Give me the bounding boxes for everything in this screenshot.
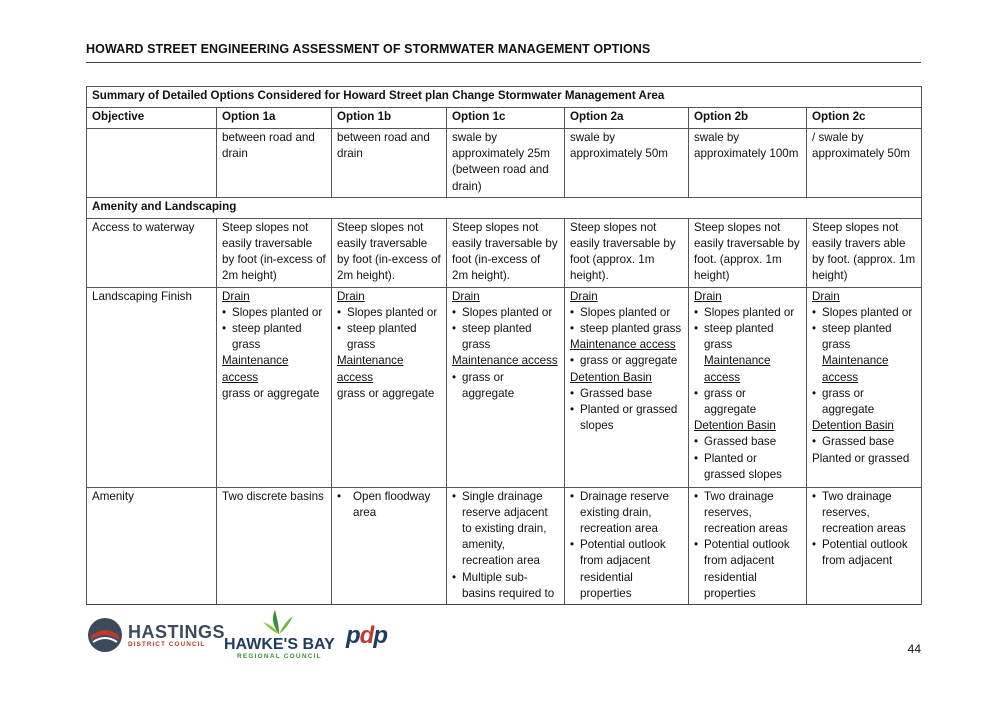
bullet-list — [812, 434, 916, 450]
column-header: Option 1a — [217, 108, 332, 129]
table-cell — [565, 487, 689, 604]
leaf-emblem-icon — [259, 608, 299, 634]
column-header: Option 1c — [447, 108, 565, 129]
subheading-drain: Drain — [812, 289, 840, 303]
list-item: • Slopes planted or — [570, 305, 683, 321]
column-header: Option 2a — [565, 108, 689, 129]
list-item: • Planted or grassed slopes — [570, 402, 683, 434]
table-cell — [807, 487, 922, 604]
list-item: • Slopes planted or — [812, 305, 916, 321]
subheading-drain: Drain — [222, 289, 250, 303]
table-cell — [87, 129, 217, 198]
list-item: • Two drainage reserves, recreation areas — [812, 489, 916, 538]
table-cell: Steep slopes not easily traversable by foot (approx. 1m height). — [565, 218, 689, 287]
hawkes-bay-subtitle: REGIONAL COUNCIL — [236, 653, 322, 660]
document-title: HOWARD STREET ENGINEERING ASSESSMENT OF STORMWATER MANAGEMENT OPTIONS — [86, 42, 651, 56]
page-number: 44 — [907, 642, 921, 656]
hastings-name: HASTINGS — [128, 621, 226, 642]
subheading-detention: Detention Basin — [812, 419, 894, 433]
table-cell: between road and drain — [217, 129, 332, 198]
table-cell: Steep slopes not easily travers able by foot. (approx. 1m height) — [807, 218, 922, 287]
list-item: • Two drainage reserves, recreation areas — [694, 489, 801, 538]
list-item: • Open floodway area — [337, 489, 441, 521]
list-item: • Planted or grassed slopes — [694, 451, 801, 483]
list-item: • Multiple sub-basins required to — [452, 570, 559, 602]
list-item: • Grassed base — [570, 386, 683, 402]
bullet-list — [337, 305, 441, 354]
list-item: • steep planted grass — [337, 321, 441, 353]
row-label: Access to waterway — [87, 218, 217, 287]
subheading-maintenance: Maintenance access — [452, 354, 558, 368]
section-heading: Amenity and Landscaping — [87, 197, 922, 218]
subheading-detention: Detention Basin — [694, 419, 776, 433]
section-row — [87, 197, 922, 218]
bullet-list — [694, 434, 801, 483]
table-cell: swale by approximately 25m (between road and drain) — [447, 129, 565, 198]
bullet-list — [570, 353, 683, 369]
footer-divider — [86, 604, 921, 605]
list-item: • Grassed base — [694, 434, 801, 450]
table-cell — [447, 487, 565, 604]
list-item: • steep planted grass — [570, 321, 683, 337]
table-cell: / swale by approximately 50m — [807, 129, 922, 198]
table-cell: Steep slopes not easily traversable by foot (in-excess of 2m height). — [447, 218, 565, 287]
list-item: • Slopes planted or — [337, 305, 441, 321]
column-header: Objective — [87, 108, 217, 129]
bullet-list — [337, 489, 441, 521]
table-row — [87, 287, 922, 487]
bullet-list — [694, 386, 801, 418]
list-item: • steep planted grass — [694, 321, 801, 353]
plain-text: grass or aggregate — [222, 386, 320, 400]
subheading-drain: Drain — [570, 289, 598, 303]
subheading-maintenance: Maintenance access — [704, 354, 771, 384]
bullet-list — [694, 305, 801, 354]
list-item: • grass or aggregate — [694, 386, 801, 418]
list-item: • Drainage reserve existing drain, recreation area — [570, 489, 683, 538]
list-item: • Potential outlook from adjacent residential properties — [570, 537, 683, 602]
list-item: • steep planted grass — [222, 321, 326, 353]
hawkes-bay-logo — [224, 608, 335, 660]
column-header: Option 2c — [807, 108, 922, 129]
hastings-subtitle: DISTRICT COUNCIL — [128, 640, 206, 648]
bullet-list — [222, 305, 326, 354]
list-item: • steep planted grass — [812, 321, 916, 353]
table-cell — [332, 287, 447, 487]
hastings-logo — [86, 616, 225, 654]
table-caption-row — [87, 87, 922, 108]
table-caption: Summary of Detailed Options Considered for Howard Street plan Change Stormwater Management Area — [87, 87, 922, 108]
row-label: Landscaping Finish — [87, 287, 217, 487]
list-item: • Slopes planted or — [222, 305, 326, 321]
bullet-list — [812, 489, 916, 570]
subheading-drain: Drain — [452, 289, 480, 303]
plain-text: grass or aggregate — [337, 386, 435, 400]
plain-text: Planted or grassed — [812, 451, 910, 465]
list-item: • Slopes planted or — [452, 305, 559, 321]
bullet-list — [452, 305, 559, 354]
bullet-list — [452, 489, 559, 602]
subheading-maintenance: Maintenance access — [570, 338, 676, 352]
subheading-maintenance: Maintenance access — [222, 354, 289, 384]
options-summary-table — [86, 86, 922, 605]
page-footer — [86, 606, 921, 666]
bullet-list — [452, 370, 559, 402]
column-header: Option 1b — [332, 108, 447, 129]
table-cell — [332, 487, 447, 604]
subheading-maintenance: Maintenance access — [337, 354, 404, 384]
table-cell: between road and drain — [332, 129, 447, 198]
title-divider — [86, 62, 921, 63]
list-item: • grass or aggregate — [812, 386, 916, 418]
bullet-list — [570, 386, 683, 435]
table-cell — [807, 287, 922, 487]
subheading-drain: Drain — [694, 289, 722, 303]
subheading-detention: Detention Basin — [570, 370, 652, 384]
bullet-list — [812, 386, 916, 418]
table-cell — [217, 287, 332, 487]
table-cell: swale by approximately 50m — [565, 129, 689, 198]
table-row — [87, 129, 922, 198]
table-cell: Steep slopes not easily traversable by foot (in-excess of 2m height). — [332, 218, 447, 287]
list-item: • Slopes planted or — [694, 305, 801, 321]
table-cell: swale by approximately 100m — [689, 129, 807, 198]
list-item: • Potential outlook from adjacent residential properties — [694, 537, 801, 602]
table-cell: Steep slopes not easily traversable by foot (in-excess of 2m height) — [217, 218, 332, 287]
list-item: • Grassed base — [812, 434, 916, 450]
row-label: Amenity — [87, 487, 217, 604]
pdp-logo: pdp — [346, 622, 388, 649]
table-cell — [689, 287, 807, 487]
table-cell: Two discrete basins — [217, 487, 332, 604]
bullet-list — [570, 305, 683, 337]
list-item: • steep planted grass — [452, 321, 559, 353]
table-header-row — [87, 108, 922, 129]
table-row — [87, 218, 922, 287]
table-row — [87, 487, 922, 604]
hawkes-bay-name: HAWKE'S BAY — [224, 636, 335, 653]
bullet-list — [812, 305, 916, 354]
list-item: • grass or aggregate — [452, 370, 559, 402]
table-cell — [689, 487, 807, 604]
subheading-drain: Drain — [337, 289, 365, 303]
bullet-list — [694, 489, 801, 602]
table-cell — [565, 287, 689, 487]
list-item: • grass or aggregate — [570, 353, 683, 369]
subheading-maintenance: Maintenance access — [822, 354, 889, 384]
column-header: Option 2b — [689, 108, 807, 129]
list-item: • Potential outlook from adjacent — [812, 537, 916, 569]
bullet-list — [570, 489, 683, 602]
hastings-emblem-icon — [86, 616, 124, 654]
table-cell: Steep slopes not easily traversable by foot. (approx. 1m height) — [689, 218, 807, 287]
list-item: • Single drainage reserve adjacent to existing drain, amenity, recreation area — [452, 489, 559, 570]
table-cell — [447, 287, 565, 487]
